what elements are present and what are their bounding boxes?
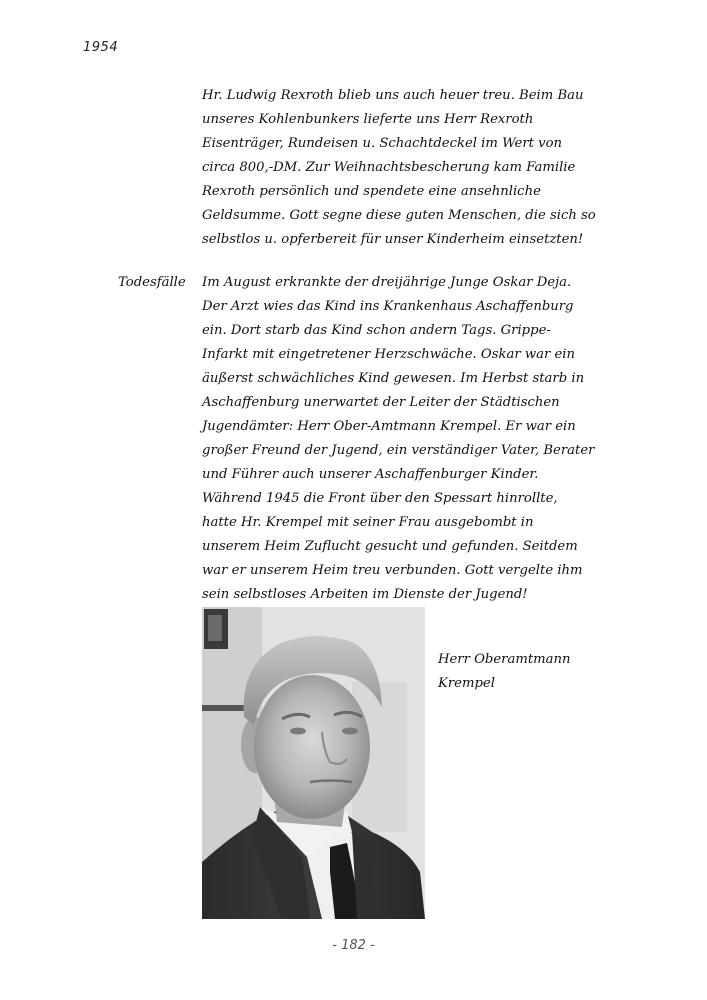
- text-line: Geldsumme. Gott segne diese guten Menschen, die sich so: [202, 208, 596, 223]
- text-line: großer Freund der Jugend, ein verständiger Vater, Berater: [202, 443, 595, 458]
- text-line: Rexroth persönlich und spendete eine ansehnliche: [202, 184, 541, 199]
- text-line: Eisenträger, Rundeisen u. Schachtdeckel im Wert von: [202, 136, 563, 151]
- page-number: - 182 -: [332, 938, 375, 953]
- text-line: Der Arzt wies das Kind ins Krankenhaus Aschaffenburg: [202, 299, 574, 314]
- text-line: unseres Kohlenbunkers lieferte uns Herr Rexroth: [202, 112, 534, 127]
- text-line: und Führer auch unserer Aschaffenburger Kinder.: [202, 467, 539, 482]
- caption-line: Krempel: [438, 676, 495, 691]
- text-line: Während 1945 die Front über den Spessart hinrollte,: [202, 491, 558, 506]
- text-line: sein selbstloses Arbeiten im Dienste der Jugend!: [202, 587, 528, 602]
- text-line: Infarkt mit eingetretener Herzschwäche. Oskar war ein: [202, 347, 576, 362]
- text-line: Jugendämter: Herr Ober-Amtmann Krempel. Er war ein: [202, 419, 576, 434]
- text-line: selbstlos u. opferbereit für unser Kinderheim einsetzten!: [202, 232, 584, 247]
- caption-line: Herr Oberamtmann: [438, 652, 571, 667]
- photo-caption: [438, 648, 571, 696]
- margin-label-todesfaelle: Todesfälle: [118, 275, 186, 290]
- text-line: hatte Hr. Krempel mit seiner Frau ausgebombt in: [202, 515, 534, 530]
- text-line: Hr. Ludwig Rexroth blieb uns auch heuer treu. Beim Bau: [202, 88, 584, 103]
- text-line: unserem Heim Zuflucht gesucht und gefunden. Seitdem: [202, 539, 578, 554]
- text-line: ein. Dort starb das Kind schon andern Tags. Grippe-: [202, 323, 551, 338]
- text-line: Im August erkrankte der dreijährige Junge Oskar Deja.: [202, 275, 572, 290]
- text-line: Aschaffenburg unerwartet der Leiter der Städtischen: [202, 395, 560, 410]
- paragraph-deaths: [202, 271, 632, 607]
- text-line: war er unserem Heim treu verbunden. Gott vergelte ihm: [202, 563, 583, 578]
- year-heading: 1954: [83, 40, 119, 55]
- portrait-illustration: [202, 607, 425, 919]
- paragraph-rexroth-donation: [202, 84, 632, 252]
- text-line: circa 800,-DM. Zur Weihnachtsbescherung kam Familie: [202, 160, 576, 175]
- text-line: äußerst schwächliches Kind gewesen. Im Herbst starb in: [202, 371, 585, 386]
- portrait-photo: [202, 607, 425, 919]
